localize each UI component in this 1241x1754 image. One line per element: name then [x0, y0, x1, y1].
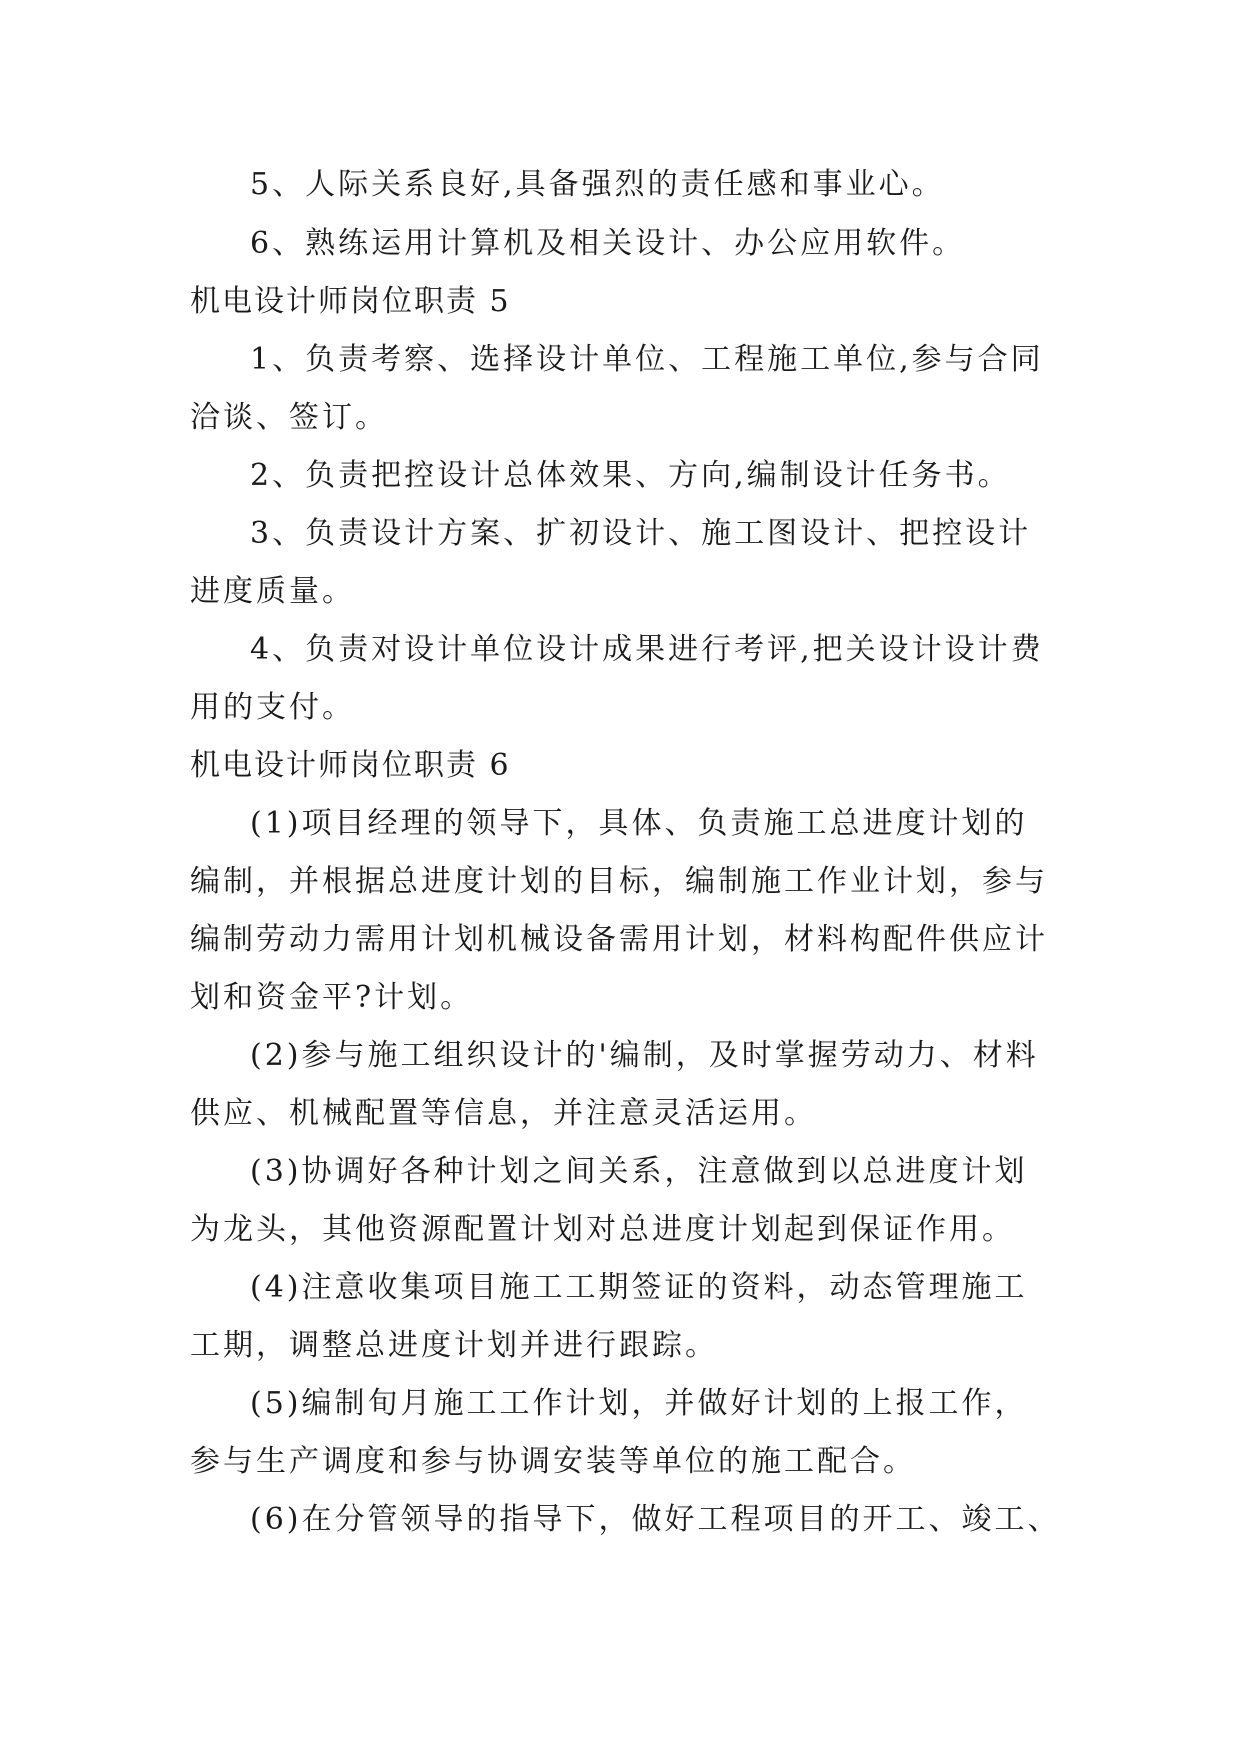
section-heading: 机电设计师岗位职责 6	[190, 748, 511, 783]
continuation-line: 编制劳动力需用计划机械设备需用计划，材料构配件供应计	[190, 922, 1048, 957]
continuation-line: 工期，调整总进度计划并进行跟踪。	[190, 1328, 718, 1363]
continuation-line: 参与生产调度和参与协调安装等单位的施工配合。	[190, 1444, 916, 1479]
item-line: 3、负责设计方案、扩初设计、施工图设计、把控设计	[250, 516, 1032, 551]
continuation-line: 进度质量。	[190, 574, 355, 609]
item-line: 5、人际关系良好,具备强烈的责任感和事业心。	[250, 167, 945, 202]
item-line: (4)注意收集项目施工工期签证的资料，动态管理施工	[250, 1270, 1028, 1305]
continuation-line: 洽谈、签订。	[190, 400, 388, 435]
continuation-line: 为龙头，其他资源配置计划对总进度计划起到保证作用。	[190, 1212, 1015, 1247]
item-line: (6)在分管领导的指导下，做好工程项目的开工、竣工、	[250, 1502, 1061, 1537]
item-line: 4、负责对设计单位设计成果进行考评,把关设计设计费	[250, 632, 1044, 667]
item-line: (1)项目经理的领导下，具体、负责施工总进度计划的	[250, 806, 1028, 841]
item-line: (5)编制旬月施工工作计划，并做好计划的上报工作，	[250, 1386, 1028, 1421]
item-line: (2)参与施工组织设计的'编制，及时掌握劳动力、材料	[250, 1038, 1039, 1073]
section-heading: 机电设计师岗位职责 5	[190, 284, 511, 319]
continuation-line: 供应、机械配置等信息，并注意灵活运用。	[190, 1096, 817, 1131]
continuation-line: 用的支付。	[190, 690, 355, 725]
item-line: 1、负责考察、选择设计单位、工程施工单位,参与合同	[250, 342, 1044, 377]
item-line: (3)协调好各种计划之间关系，注意做到以总进度计划	[250, 1154, 1028, 1189]
item-line: 2、负责把控设计总体效果、方向,编制设计任务书。	[250, 458, 1011, 493]
continuation-line: 划和资金平?计划。	[190, 980, 474, 1015]
continuation-line: 编制，并根据总进度计划的目标，编制施工作业计划，参与	[190, 864, 1048, 899]
item-line: 6、熟练运用计算机及相关设计、办公应用软件。	[250, 226, 966, 261]
